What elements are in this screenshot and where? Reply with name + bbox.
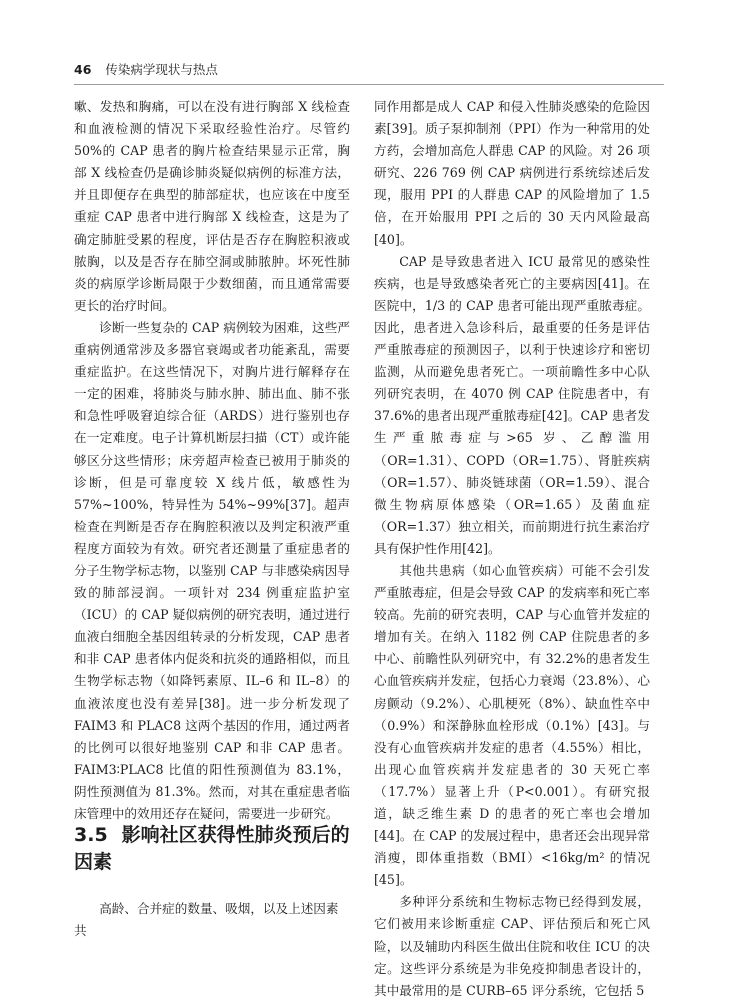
left-paragraph-1: 嗽、发热和胸痛，可以在没有进行胸部 X 线检查和血液检测的情况下采取经验性治疗。尽管约 50%的 CAP 患者的胸片检查结果显示正常，胸部 X 线检查仍是确诊肺炎疑似病例的标准方法，并且即便存在典型的肺部症状，也应该在中度至重症 CAP 患者中进行胸部 X 线检查，这是为了确定肺脏受累的程度，评估是否存在胸腔积液或脓胸，以及是否存在肺空洞或肺脓肿。坏死性肺炎的病原学诊断局限于少数细菌，而且通常需要更长的治疗时间。 (74, 99, 350, 313)
header-rule (74, 84, 664, 85)
right-paragraph-1: 同作用都是成人 CAP 和侵入性肺炎感染的危险因素[39]。质子泵抑制剂（PPI）作为一种常用的处方药，会增加高危人群患 CAP 的风险。对 26 项研究、226 769 例 CAP 病例进行系统综述后发现，服用 PPI 的人群患 CAP 的风险增加了 1.5 倍，在开始服用 PPI 之后的 30 天内风险最高[40]。 (374, 99, 650, 247)
section-title: 影响社区获得性肺炎预后的因素 (74, 824, 350, 873)
left-column (74, 96, 350, 825)
running-header (74, 58, 674, 80)
right-paragraph-3: 其他共患病（如心血管疾病）可能不会引发严重脓毒症，但是会导致 CAP 的发病率和死亡率较高。先前的研究表明，CAP 与心血管并发症的增加有关。在纳入 1182 例 CAP 住院患者的多中心、前瞻性队列研究中，有 32.2%的患者发生心血管疾病并发症，包括心力衰竭（23.8%）、心房颤动（9.2%）、心肌梗死（8%）、缺血性卒中（0.9%）和深静脉血栓形成（0.1%）[43]。与没有心血管疾病并发症的患者（4.55%）相比，出现心血管疾病并发症患者的 30 天死亡率（17.7%）显著上升（P<0.001）。有研究报道，缺乏维生素 D 的患者的死亡率也会增加[44]。在 CAP 的发展过程中，患者还会出现异常消瘦，即体重指数（BMI）<16kg/m² 的情况[45]。 (374, 562, 650, 888)
left-paragraph-2: 诊断一些复杂的 CAP 病例较为困难，这些严重病例通常涉及多器官衰竭或者功能紊乱，需要重症监护。在这些情况下，对胸片进行解释存在一定的困难，将肺炎与肺水肿、肺出血、肺不张和急性呼吸窘迫综合征（ARDS）进行鉴别也存在一定难度。电子计算机断层扫描（CT）或许能够区分这些情形；床旁超声检查已被用于肺炎的诊断，但是可靠度较 X 线片低，敏感性为 57%~100%，特异性为 54%~99%[37]。超声检查在判断是否存在胸腔积液以及判定积液严重程度方面较为有效。研究者还测量了重症患者的分子生物学标志物，以鉴别 CAP 与非感染病因导致的肺部浸润。一项针对 234 例重症监护室（ICU）的 CAP 疑似病例的研究表明，通过进行血液白细胞全基因组转录的分析发现，CAP 患者和非 CAP 患者体内促炎和抗炎的通路相似，而且生物学标志物（如降钙素原、IL–6 和 IL–8）的血液浓度也没有差异[38]。进一步分析发现了 FAIM3 和 PLAC8 这两个基因的作用，通过两者的比例可以很好地鉴别 CAP 和非 CAP 患者。FAIM3∶PLAC8 比值的阳性预测值为 83.1%，阴性预测值为 81.3%。然而，对其在重症患者临床管理中的效用还存在疑问，需要进一步研究。 (74, 319, 350, 821)
running-title: 传染病学现状与热点 (105, 62, 218, 77)
right-paragraph-2: CAP 是导致患者进入 ICU 最常见的感染性疾病，也是导致感染者死亡的主要病因[41]。在医院中，1/3 的 CAP 患者可能出现严重脓毒症。因此，患者进入急诊科后，最重要的任务是评估严重脓毒症的预测因子，以利于快速诊疗和密切监测，从而避免患者死亡。一项前瞻性多中心队列研究表明，在 4070 例 CAP 住院患者中，有 37.6%的患者出现严重脓毒症[42]。CAP 患者发生严重脓毒症与>65 岁、乙醇滥用（OR=1.31）、COPD（OR=1.75）、肾脏疾病（OR=1.57）、肺炎链球菌（OR=1.59）、混合微生物病原体感染（OR=1.65）及菌血症（OR=1.37）独立相关，而前期进行抗生素治疗具有保护性作用[42]。 (374, 253, 650, 556)
right-column (374, 96, 650, 1002)
section-first-line: 高龄、合并症的数量、吸烟，以及上述因素共 (74, 901, 339, 939)
section-number: 3.5 (74, 824, 108, 846)
page-number: 46 (74, 61, 92, 77)
section-heading (74, 822, 359, 876)
right-paragraph-4: 多种评分系统和生物标志物已经得到发展，它们被用来诊断重症 CAP、评估预后和死亡风险，以及辅助内科医生做出住院和收住 ICU 的决定。这些评分系统是为非免疫抑制患者设计的，其中最常用的是 CURB–65 评分系统，它包括 5 (374, 894, 650, 998)
